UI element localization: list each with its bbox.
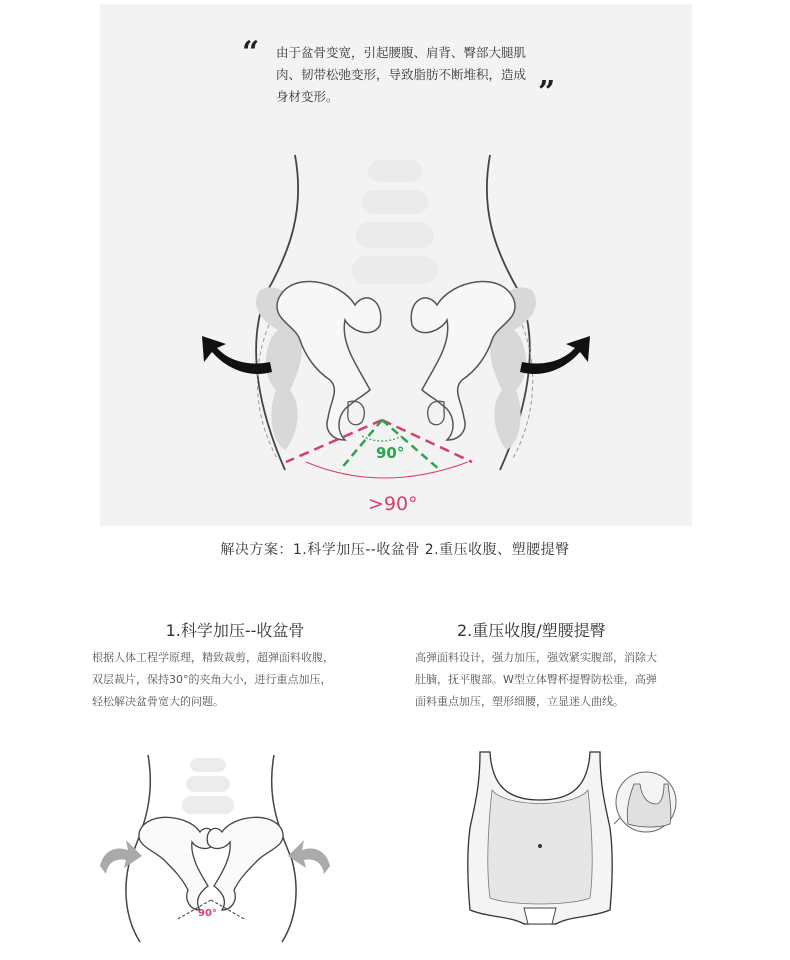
detail-dot <box>538 844 542 848</box>
pelvis-right-small <box>207 817 283 910</box>
spine-ghost-small <box>182 758 234 814</box>
feature-waist <box>413 618 743 713</box>
quote-open-mark: “ <box>242 35 260 70</box>
outer-angle-label: >90° <box>368 493 418 515</box>
feature-pelvis <box>80 618 410 713</box>
quote-text: 由于盆骨变宽，引起腰腹、肩背、臀部大腿肌肉、韧带松弛变形，导致脂肪不断堆积，造成身材变形。 <box>276 45 527 104</box>
crotch-panel <box>524 908 556 924</box>
feature-description: 高弹面料设计，强力加压，强效紧实腹部，消除大肚腩，抚平腹部。W型立体臀杯提臀防松垂，高弹面料重点加压，塑形细腰，立显迷人曲线。 <box>415 651 657 708</box>
compression-angle-label: 90° <box>198 908 217 919</box>
pelvis-hero-illustration <box>100 140 692 525</box>
arrow-left-icon <box>202 336 272 374</box>
pelvis-compression-illustration <box>90 750 340 950</box>
red-arc <box>306 462 468 478</box>
spine-ghost <box>352 160 438 284</box>
solution-line: 解决方案：1.科学加压--收盆骨 2.重压收腹、塑腰提臀 <box>220 542 570 558</box>
inner-angle-label: 90° <box>376 444 405 462</box>
pelvis-left-small <box>139 817 215 910</box>
zoom-connector <box>614 818 620 824</box>
green-arc <box>362 436 402 441</box>
feature-title: 2.重压收腹/塑腰提臀 <box>457 621 606 640</box>
feature-title: 1.科学加压--收盆骨 <box>165 621 305 640</box>
bodysuit-illustration <box>460 748 680 928</box>
quote-close-mark: ” <box>538 75 556 110</box>
body-outline-right-small <box>272 755 296 942</box>
feature-description: 根据人体工程学原理，精致裁剪，超弹面料收腹，双层裁片，保持30°的夹角大小，进行重点加压，轻松解决盆骨宽大的问题。 <box>92 651 334 708</box>
